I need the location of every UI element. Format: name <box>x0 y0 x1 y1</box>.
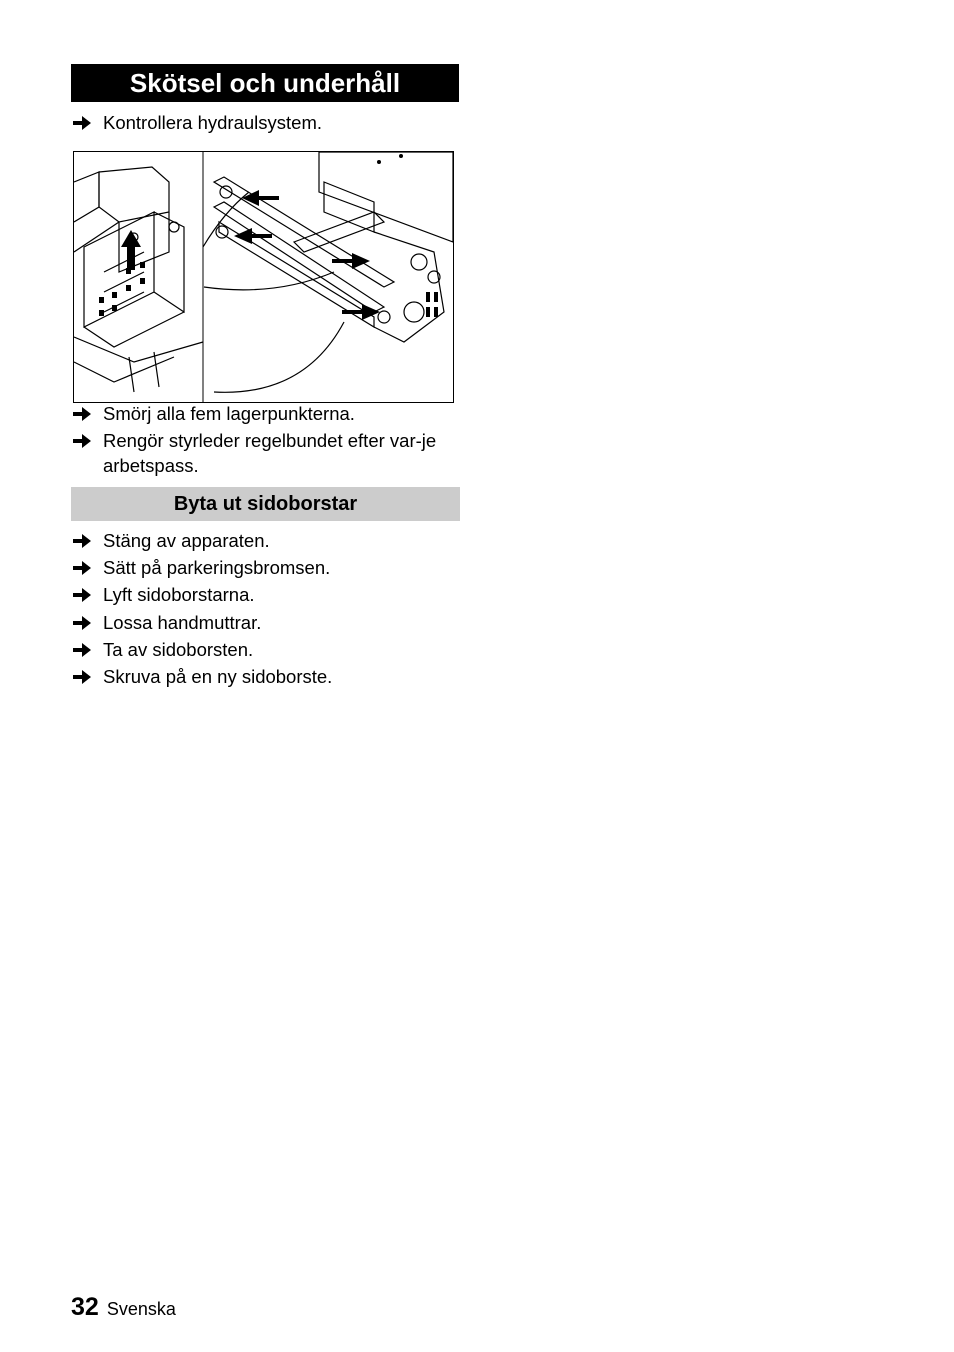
arrow-right-icon <box>73 664 103 689</box>
arrow-right-icon <box>73 428 103 478</box>
arrow-right-icon <box>73 555 103 580</box>
list-item: Rengör styrleder regelbundet efter var-je arbetspass. <box>73 428 463 478</box>
list-item: Skruva på en ny sidoborste. <box>73 664 463 689</box>
language-label: Svenska <box>106 1299 176 1319</box>
arrow-right-icon <box>73 528 103 553</box>
list-item: Smörj alla fem lagerpunkterna. <box>73 401 463 426</box>
hydraulic-diagram <box>73 151 454 403</box>
list-item: Ta av sidoborsten. <box>73 637 463 662</box>
page-footer <box>71 1293 176 1322</box>
list-item: Lossa handmuttrar. <box>73 610 463 635</box>
arrow-right-icon <box>73 401 103 426</box>
list-item: Kontrollera hydraulsystem. <box>73 110 463 135</box>
page-number: 32 <box>71 1293 99 1321</box>
hydraulic-mechanism-illustration-icon <box>74 152 453 402</box>
arrow-right-icon <box>73 582 103 607</box>
arrow-right-icon <box>73 110 103 135</box>
list-item: Lyft sidoborstarna. <box>73 582 463 607</box>
arrow-right-icon <box>73 610 103 635</box>
section-heading: Byta ut sidoborstar <box>71 487 460 521</box>
list-item: Stäng av apparaten. <box>73 528 463 553</box>
list-item: Sätt på parkeringsbromsen. <box>73 555 463 580</box>
arrow-right-icon <box>73 637 103 662</box>
page-title: Skötsel och underhåll <box>71 64 459 102</box>
